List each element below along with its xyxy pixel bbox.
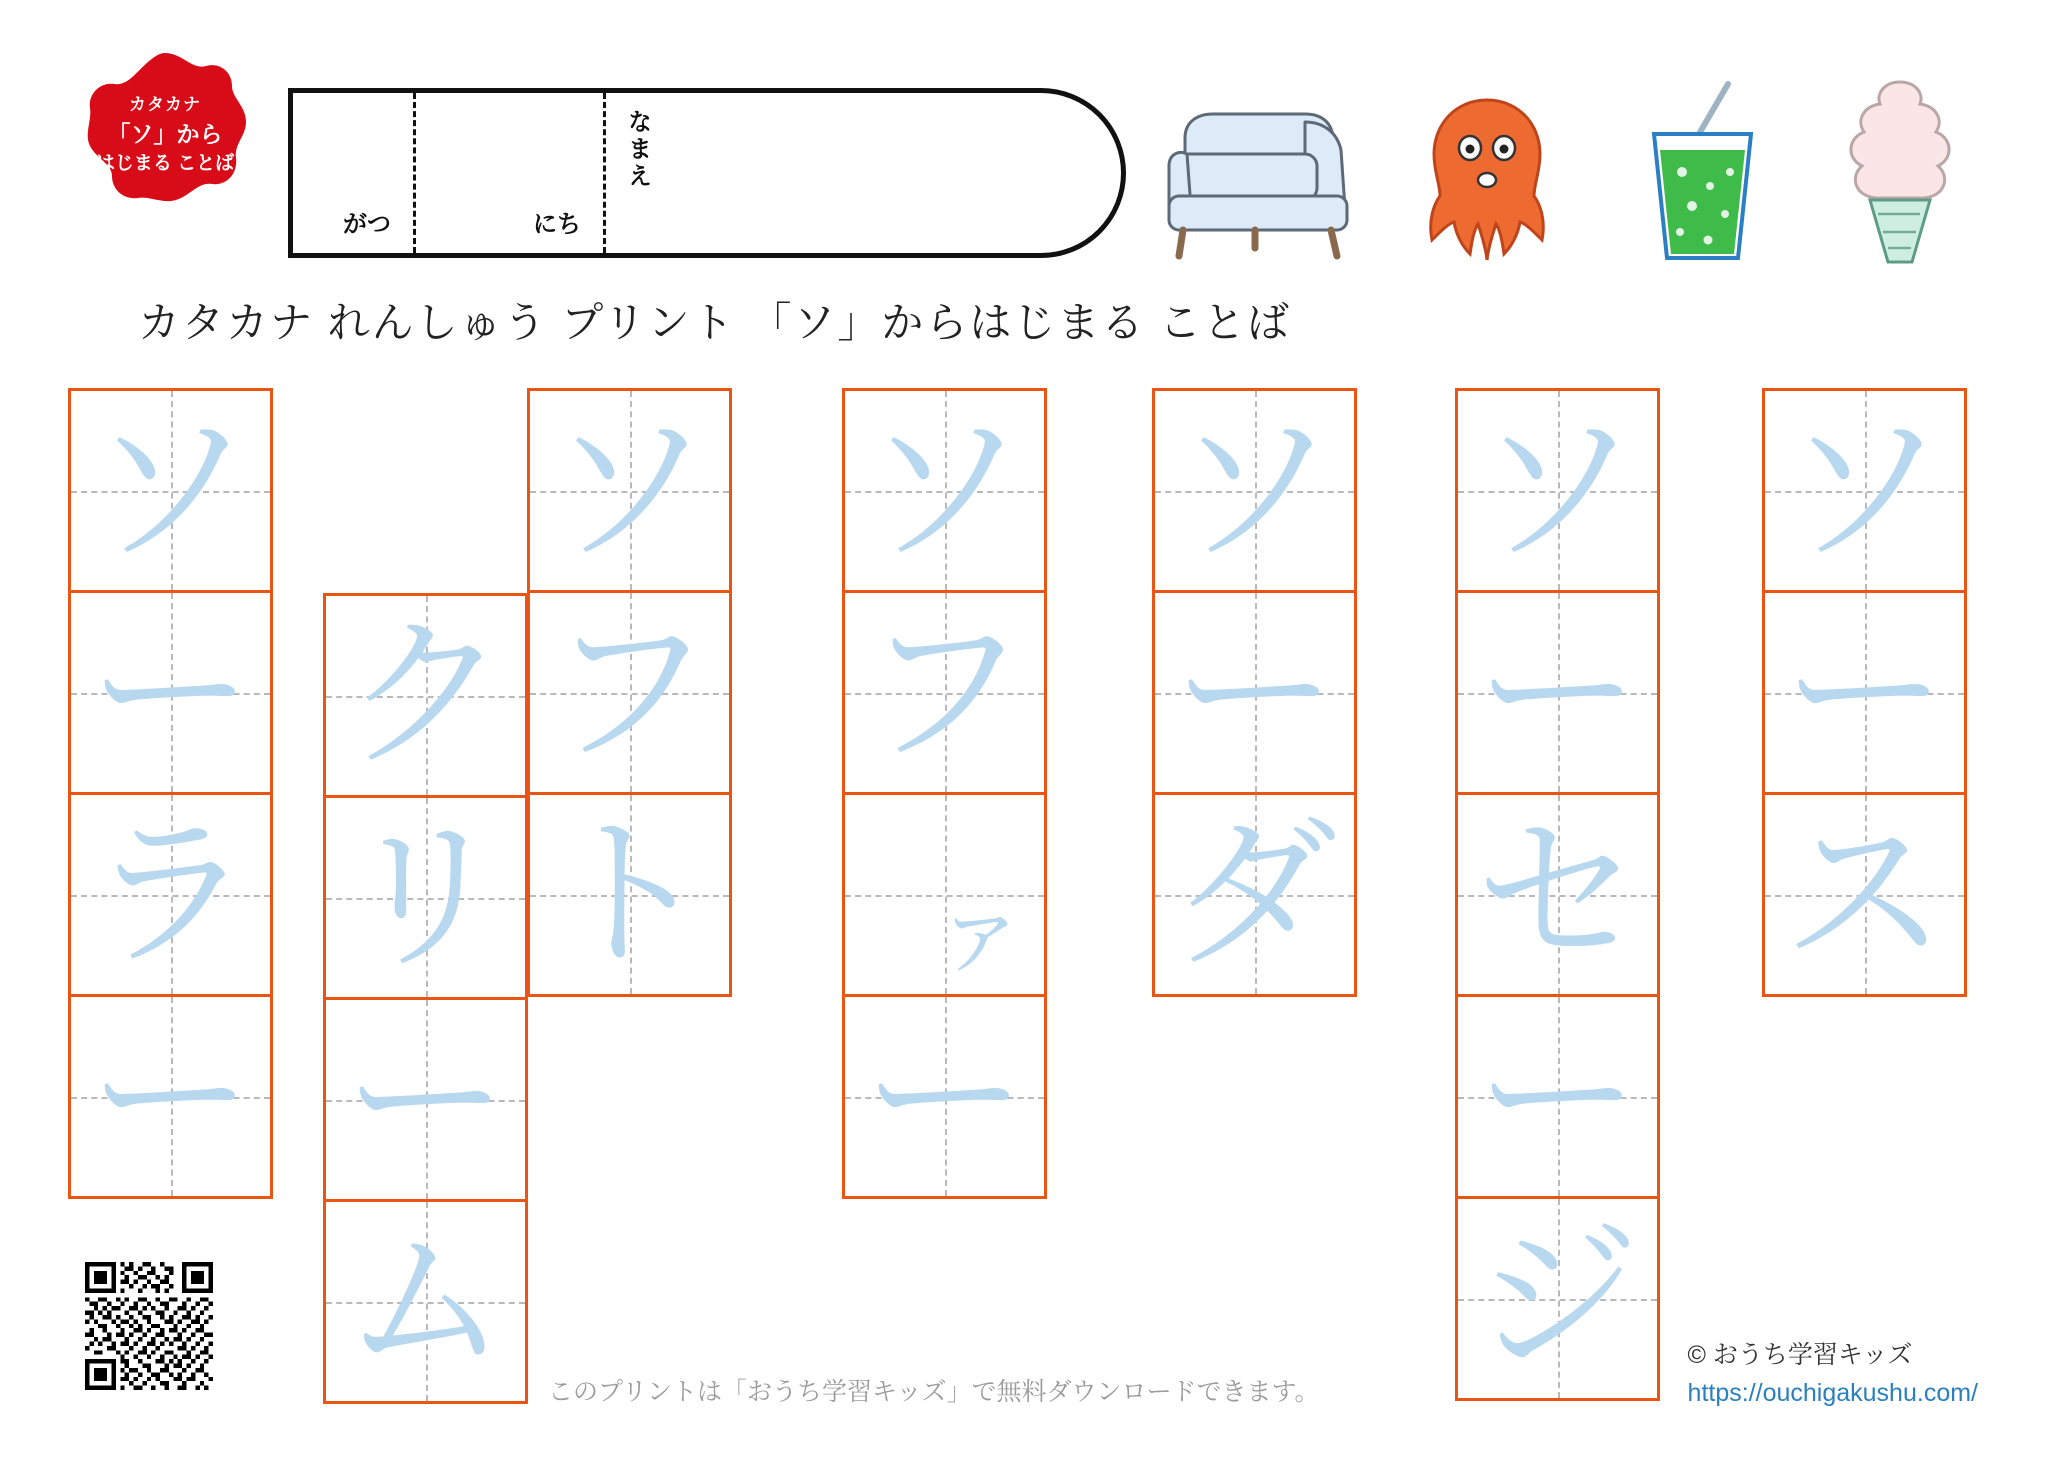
practice-column-クリーム <box>323 593 528 1404</box>
trace-character: フ <box>862 596 1027 788</box>
badge-line-2: 「ソ」から <box>107 120 223 147</box>
tracing-cell[interactable] <box>323 795 528 1000</box>
sofa-illustration <box>1155 96 1385 266</box>
tracing-cell[interactable] <box>842 388 1047 593</box>
tracing-cell[interactable] <box>323 593 528 798</box>
tracing-cell[interactable] <box>1455 590 1660 795</box>
tracing-cell[interactable] <box>68 388 273 593</box>
header-badge <box>80 50 250 220</box>
trace-character: ァ <box>933 880 1026 987</box>
credit-block <box>1688 1337 1978 1412</box>
trace-character: ム <box>343 1205 508 1397</box>
practice-column-ソフト <box>527 388 732 997</box>
tracing-cell[interactable] <box>1762 388 1967 593</box>
tracing-cell[interactable] <box>323 997 528 1202</box>
site-url[interactable]: https://ouchigakushu.com/ <box>1687 1378 1978 1407</box>
trace-character: ー <box>1475 596 1640 788</box>
trace-character: ー <box>88 1000 253 1192</box>
practice-grid <box>0 380 2048 1410</box>
tracing-cell[interactable] <box>1152 590 1357 795</box>
soft-ice-cream-illustration <box>1820 72 1980 277</box>
trace-character: リ <box>343 801 508 993</box>
copyright-text: © おうち学習キッズ <box>1687 1341 1913 1369</box>
tracing-cell[interactable] <box>842 994 1047 1199</box>
trace-character: ク <box>343 599 508 791</box>
tracing-cell[interactable] <box>1762 792 1967 997</box>
trace-character: ソ <box>1172 394 1337 586</box>
footer-note: このプリントは「おうち学習キッズ」で無料ダウンロードできます。 <box>548 1378 1320 1406</box>
date-divider-2 <box>603 93 606 253</box>
melon-soda-illustration <box>1630 76 1775 271</box>
tracing-cell[interactable] <box>1152 388 1357 593</box>
tracing-cell[interactable] <box>527 590 732 795</box>
trace-character: ジ <box>1475 1202 1640 1394</box>
trace-character: フ <box>547 596 712 788</box>
day-label: にち <box>533 211 581 238</box>
tracing-cell[interactable] <box>1455 388 1660 593</box>
practice-column-ソファー <box>842 388 1047 1199</box>
trace-character: ソ <box>547 394 712 586</box>
badge-text-group <box>80 50 250 220</box>
trace-character: ソ <box>1475 394 1640 586</box>
tracing-cell[interactable] <box>323 1199 528 1404</box>
tracing-cell[interactable] <box>1455 792 1660 997</box>
tracing-cell[interactable] <box>68 590 273 795</box>
trace-character: セ <box>1475 798 1640 990</box>
trace-character: ー <box>343 1003 508 1195</box>
name-label: なまえ <box>623 109 651 190</box>
trace-character: ス <box>1782 798 1947 990</box>
badge-line-3: はじまる ことば <box>95 152 235 174</box>
month-label: がつ <box>343 211 391 238</box>
trace-character: ー <box>88 596 253 788</box>
tracing-cell[interactable] <box>1455 1196 1660 1401</box>
trace-character: ー <box>1475 1000 1640 1192</box>
trace-character: ソ <box>862 394 1027 586</box>
practice-column-ソース <box>1762 388 1967 997</box>
page-title: カタカナ れんしゅう プリント 「ソ」からはじまる ことば <box>138 299 1291 346</box>
trace-character: ソ <box>88 394 253 586</box>
tracing-cell[interactable] <box>68 994 273 1199</box>
trace-character: ー <box>1172 596 1337 788</box>
trace-character: ト <box>547 798 712 990</box>
badge-line-1: カタカナ <box>129 94 201 114</box>
tracing-cell[interactable] <box>527 792 732 997</box>
trace-character: ダ <box>1172 798 1337 990</box>
tracing-cell[interactable] <box>527 388 732 593</box>
date-divider-1 <box>413 93 416 253</box>
trace-character: ソ <box>1782 394 1947 586</box>
trace-character: ラ <box>88 798 253 990</box>
qr-code <box>85 1262 213 1390</box>
trace-character: ー <box>862 1000 1027 1192</box>
practice-column-ソーダ <box>1152 388 1357 997</box>
tracing-cell[interactable] <box>1455 994 1660 1199</box>
practice-column-ソーセージ <box>1455 388 1660 1401</box>
tracing-cell[interactable] <box>68 792 273 997</box>
practice-column-ソーラー <box>68 388 273 1199</box>
name-date-box <box>288 88 1126 258</box>
octopus-illustration <box>1400 92 1575 272</box>
tracing-cell[interactable] <box>1152 792 1357 997</box>
tracing-cell[interactable] <box>1762 590 1967 795</box>
trace-character: ー <box>1782 596 1947 788</box>
tracing-cell[interactable] <box>842 590 1047 795</box>
tracing-cell[interactable] <box>842 792 1047 997</box>
